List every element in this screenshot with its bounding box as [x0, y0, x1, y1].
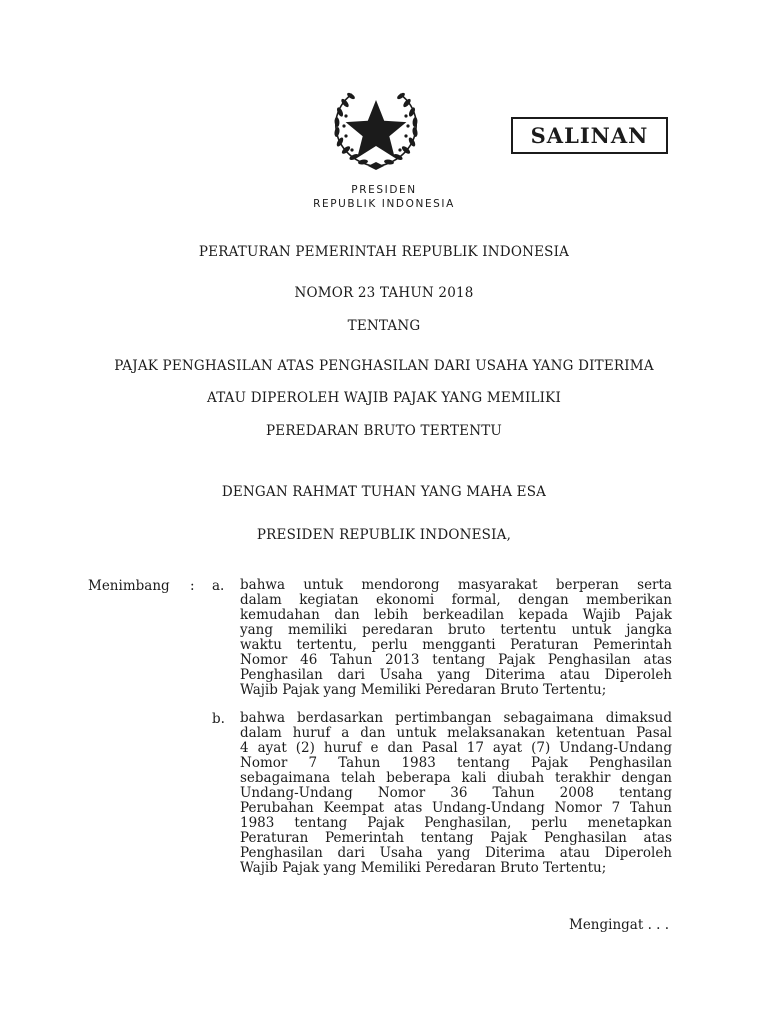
preamble-authority: PRESIDEN REPUBLIK INDONESIA,	[256, 527, 512, 543]
item-a-line: kemudahan dan lebih berkeadilan kepada Wajib Pajak	[240, 607, 672, 623]
item-a-line: dalam kegiatan ekonomi formal, dengan memberikan	[240, 592, 672, 608]
item-b-line: Peraturan Pemerintah tentang Pajak Penghasilan atas	[240, 830, 672, 846]
item-b-line: dalam huruf a dan untuk melaksanakan ketentuan Pasal	[240, 725, 672, 741]
regulation-subject-line-2: ATAU DIPEROLEH WAJIB PAJAK YANG MEMILIKI	[207, 390, 561, 406]
item-a-line: Wajib Pajak yang Memiliki Peredaran Bruto Tertentu;	[240, 682, 607, 698]
preamble-blessing: DENGAN RAHMAT TUHAN YANG MAHA ESA	[221, 484, 547, 500]
item-b-line: Wajib Pajak yang Memiliki Peredaran Bruto Tertentu;	[240, 860, 607, 876]
regulation-subject-line-3: PEREDARAN BRUTO TERTENTU	[265, 423, 502, 439]
garuda-star-emblem-icon	[326, 86, 426, 172]
item-b-line: bahwa berdasarkan pertimbangan sebagaimana dimaksud	[240, 710, 672, 726]
item-b-line: Nomor 7 Tahun 1983 tentang Pajak Penghasilan	[240, 755, 672, 771]
item-b-line: Undang-Undang Nomor 36 Tahun 2008 tentang	[240, 785, 672, 801]
item-b-marker: b.	[212, 711, 225, 727]
item-a-line: Nomor 46 Tahun 2013 tentang Pajak Penghasilan atas	[240, 652, 672, 668]
item-a-line: yang memiliki peredaran bruto tertentu untuk jangka	[240, 622, 672, 638]
item-b-line: Perubahan Keempat atas Undang-Undang Nomor 7 Tahun	[240, 800, 672, 816]
regulation-number: NOMOR 23 TAHUN 2018	[294, 285, 474, 301]
item-b-line: Penghasilan dari Usaha yang Diterima atau Diperoleh	[240, 845, 672, 861]
item-a-marker: a.	[212, 578, 225, 594]
regulation-subject-line-1: PAJAK PENGHASILAN ATAS PENGHASILAN DARI USAHA YANG DITERIMA	[114, 358, 654, 374]
item-a-line: bahwa untuk mendorong masyarakat berperan serta	[240, 577, 672, 593]
issuer-caption	[234, 183, 534, 211]
menimbang-colon: :	[190, 578, 195, 594]
menimbang-label: Menimbang	[88, 578, 170, 594]
stamp-label: SALINAN	[530, 123, 649, 148]
item-b-line: sebagaimana telah beberapa kali diubah terakhir dengan	[240, 770, 672, 786]
issuer-line-2: REPUBLIK INDONESIA	[313, 198, 455, 210]
item-b-line: 1983 tentang Pajak Penghasilan, perlu menetapkan	[240, 815, 672, 831]
item-a-line: waktu tertentu, perlu mengganti Peraturan Pemerintah	[240, 637, 672, 653]
salinan-stamp	[511, 117, 668, 154]
issuer-line-1: PRESIDEN	[351, 184, 417, 196]
next-page-catchword: Mengingat . . .	[569, 917, 670, 933]
regulation-tentang: TENTANG	[347, 318, 421, 334]
item-b-line: 4 ayat (2) huruf e dan Pasal 17 ayat (7) Undang-Undang	[240, 740, 672, 756]
item-a-line: Penghasilan dari Usaha yang Diterima atau Diperoleh	[240, 667, 672, 683]
regulation-title: PERATURAN PEMERINTAH REPUBLIK INDONESIA	[198, 244, 570, 260]
